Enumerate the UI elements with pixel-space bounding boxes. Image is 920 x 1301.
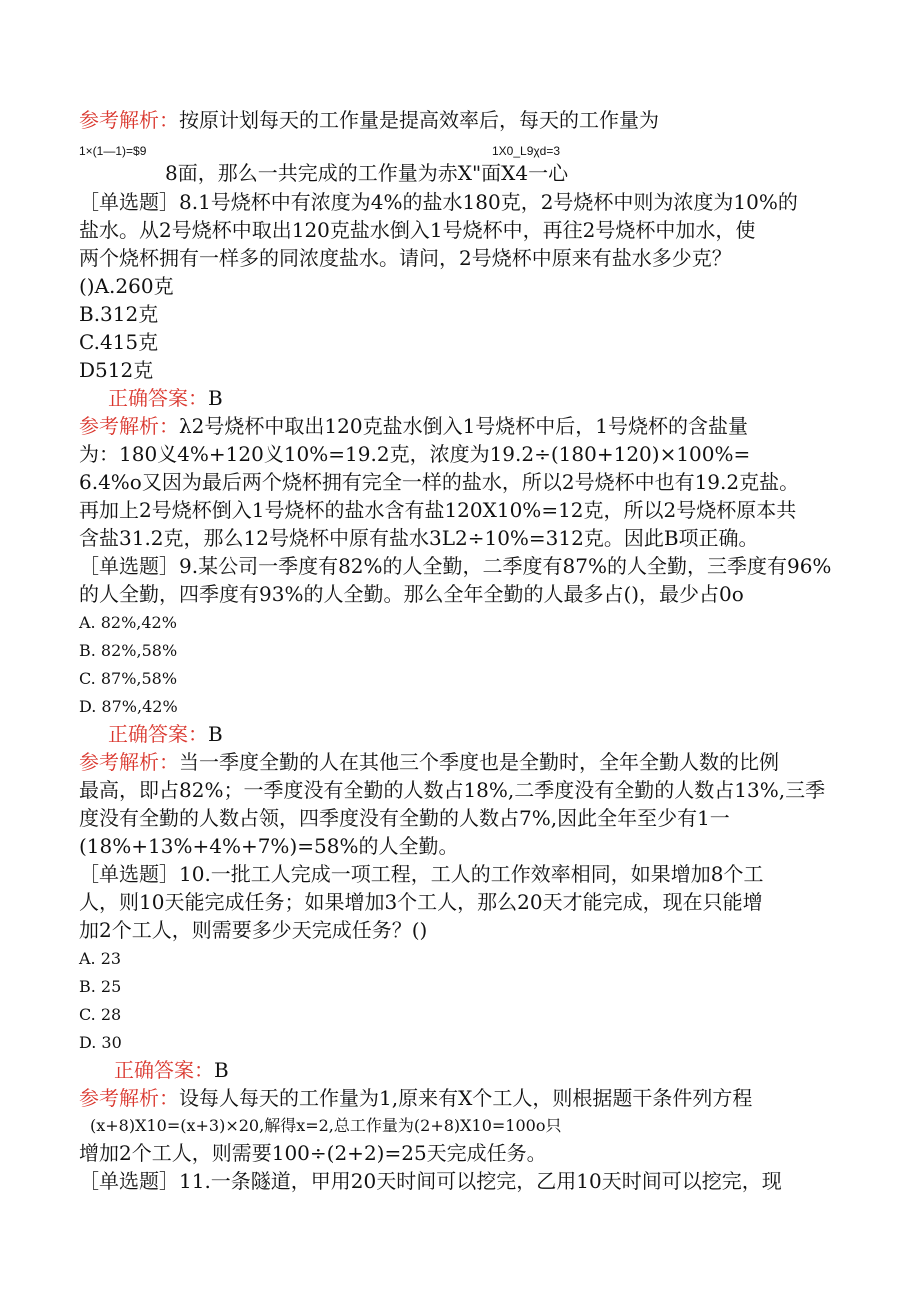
option-line: B.312克 xyxy=(79,302,159,326)
text-line: 8面，那么一共完成的工作量为赤X"面X4一心 xyxy=(165,161,569,185)
question-line: ［单选题］8.1号烧杯中有浓度为4%的盐水180克，2号烧杯中则为浓度为10%的 xyxy=(79,190,798,214)
answer-line: 正确答案：B xyxy=(114,1058,229,1082)
answer-label: 正确答案： xyxy=(108,722,208,746)
analysis-label: 参考解析： xyxy=(79,414,179,438)
analysis-line: 参考解析：按原计划每天的工作量是提高效率后，每天的工作量为 xyxy=(79,108,659,132)
answer-line: 正确答案：B xyxy=(108,386,223,410)
option-line: B. 25 xyxy=(79,977,122,996)
analysis-label: 参考解析： xyxy=(79,750,179,774)
text-line: 人，则10天能完成任务；如果增加3个工人，那么20天才能完成，现在只能增 xyxy=(79,890,763,914)
analysis-line: 参考解析：当一季度全勤的人在其他三个季度也是全勤时，全年全勤人数的比例 xyxy=(79,750,779,774)
option-line: C. 87%,58% xyxy=(79,669,178,688)
option-line: C.415克 xyxy=(79,330,159,354)
text-line: 盐水。从2号烧杯中取出120克盐水倒入1号烧杯中，再往2号烧杯中加水，使 xyxy=(79,218,756,242)
analysis-line: 参考解析：λ2号烧杯中取出120克盐水倒入1号烧杯中后，1号烧杯的含盐量 xyxy=(79,414,749,438)
text-line: 6.4%o又因为最后两个烧杯拥有完全一样的盐水，所以2号烧杯中也有19.2克盐。 xyxy=(79,470,800,494)
option-line: ()A.260克 xyxy=(79,274,174,298)
question-line: ［单选题］9.某公司一季度有82%的人全勤，二季度有87%的人全勤，三季度有96% xyxy=(79,554,832,578)
text-line: 含盐31.2克，那么12号烧杯中原有盐水3L2÷10%=312克。因此B项正确。 xyxy=(79,526,759,550)
formula-right: 1X0_L9χd=3 xyxy=(492,144,561,158)
text-line: 增加2个工人，则需要100÷(2+2)=25天完成任务。 xyxy=(79,1141,547,1165)
text-line: 再加上2号烧杯倒入1号烧杯的盐水含有盐120X10%=12克，所以2号烧杯原本共 xyxy=(79,498,797,522)
text-line: 两个烧杯拥有一样多的同浓度盐水。请问，2号烧杯中原来有盐水多少克？ xyxy=(79,246,732,270)
analysis-label: 参考解析： xyxy=(79,108,179,132)
text-line: 的人全勤，四季度有93%的人全勤。那么全年全勤的人最多占()，最少占0o xyxy=(79,582,744,606)
option-line: B. 82%,58% xyxy=(79,641,178,660)
formula-line: (x+8)X10=(x+3)×20,解得x=2,总工作量为(2+8)X10=100o只 xyxy=(90,1116,562,1135)
answer-label: 正确答案： xyxy=(114,1058,214,1082)
answer-line: 正确答案：B xyxy=(108,722,223,746)
question-line: ［单选题］11.一条隧道，甲用20天时间可以挖完，乙用10天时间可以挖完，现 xyxy=(79,1169,782,1193)
question-line: ［单选题］10.一批工人完成一项工程，工人的工作效率相同，如果增加8个工 xyxy=(79,862,764,886)
text-line: (18%+13%+4%+7%)=58%的人全勤。 xyxy=(79,834,459,858)
option-line: A. 82%,42% xyxy=(79,613,177,632)
analysis-label: 参考解析： xyxy=(79,1086,179,1110)
formula-left: 1×(1—1)=$9 xyxy=(79,144,147,158)
answer-label: 正确答案： xyxy=(108,386,208,410)
option-line: D512克 xyxy=(79,358,154,382)
option-line: A. 23 xyxy=(79,949,122,968)
option-line: D. 30 xyxy=(79,1033,122,1052)
text-line: 为：180义4%+120义10%=19.2克，浓度为19.2÷(180+120)×100%= xyxy=(79,442,751,466)
analysis-line: 参考解析：设每人每天的工作量为1,原来有X个工人，则根据题干条件列方程 xyxy=(79,1086,753,1110)
text-line: 度没有全勤的人数占领，四季度没有全勤的人数占7%,因此全年至少有1一 xyxy=(79,806,730,830)
option-line: C. 28 xyxy=(79,1005,122,1024)
text-line: 最高，即占82%；一季度没有全勤的人数占18%,二季度没有全勤的人数占13%,三季 xyxy=(79,778,826,802)
text-line: 加2个工人，则需要多少天完成任务？() xyxy=(79,918,428,942)
option-line: D. 87%,42% xyxy=(79,697,178,716)
